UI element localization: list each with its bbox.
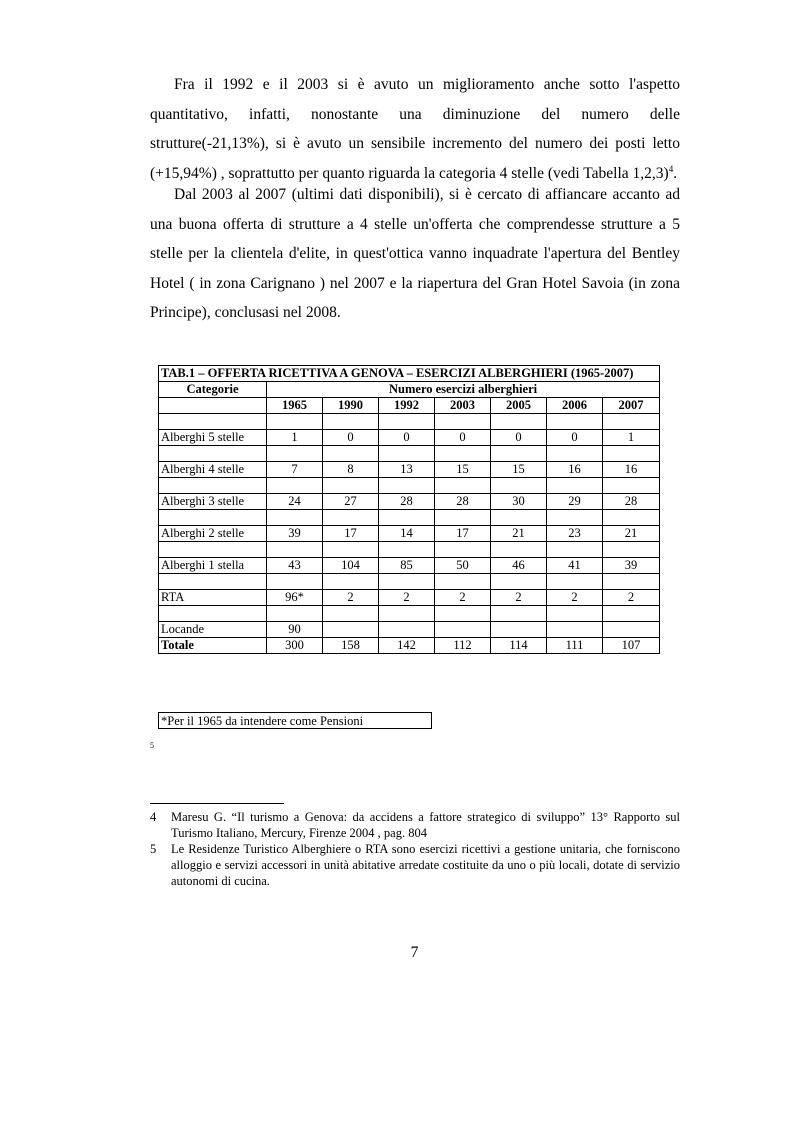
table-cell [603,622,660,638]
spacer-row [159,446,660,462]
table-cell: 0 [379,430,435,446]
table-cell: 13 [379,462,435,478]
footnote-4 [150,809,680,841]
table-cell: 30 [491,494,547,510]
empty-cell [547,478,603,494]
empty-cell [547,446,603,462]
footnote-5 [150,841,680,889]
empty-cell [491,510,547,526]
empty-cell [435,510,491,526]
year-header: 2005 [491,398,547,414]
table-cell: 23 [547,526,603,542]
spacer-row [159,542,660,558]
empty-cell [379,574,435,590]
table-cell [491,622,547,638]
table-cell: 28 [435,494,491,510]
empty-cell [491,574,547,590]
empty-cell [323,414,379,430]
empty-cell [379,414,435,430]
years-row [159,398,660,414]
empty-cell [379,510,435,526]
table-cell: 41 [547,558,603,574]
empty-cell [323,606,379,622]
empty-cell [267,510,323,526]
empty-cell [603,606,660,622]
table-cell: 90 [267,622,323,638]
year-header: 2006 [547,398,603,414]
table-cell: 16 [603,462,660,478]
table-cell: 0 [491,430,547,446]
category-label: Alberghi 4 stelle [159,462,267,478]
empty-cell [323,574,379,590]
table-cell: 111 [547,638,603,654]
spacer-row [159,606,660,622]
table-cell: 29 [547,494,603,510]
empty-cell [603,414,660,430]
table-cell: 300 [267,638,323,654]
table-cell [547,622,603,638]
empty-cell [491,414,547,430]
table-cell: 0 [323,430,379,446]
empty-cell [547,574,603,590]
table-cell: 16 [547,462,603,478]
table-cell: 27 [323,494,379,510]
page-number: 7 [410,944,419,961]
spacer-row [159,510,660,526]
table-cell: 2 [435,590,491,606]
category-label: Alberghi 2 stelle [159,526,267,542]
footnote-marker: 5 [150,741,154,750]
empty-cell [435,574,491,590]
footnote-separator [150,803,284,804]
table-cell: 50 [435,558,491,574]
empty-cell [603,478,660,494]
empty-cell [159,398,267,414]
table-cell: 104 [323,558,379,574]
table-cell: 2 [603,590,660,606]
empty-cell [323,446,379,462]
empty-cell [159,606,267,622]
table-cell: 114 [491,638,547,654]
category-label: Alberghi 3 stelle [159,494,267,510]
column-header-group: Numero esercizi alberghieri [267,382,660,398]
empty-cell [323,542,379,558]
table-cell: 15 [435,462,491,478]
empty-cell [435,478,491,494]
table-cell: 85 [379,558,435,574]
empty-cell [603,542,660,558]
table-cell: 1 [267,430,323,446]
empty-cell [267,574,323,590]
paragraph-2 [150,180,680,328]
paragraph-1-text: Fra il 1992 e il 2003 si è avuto un miglioramento anche sotto l'aspetto quantitativo, infatti, nonostante una diminuzione del numero delle strutture(-21,13%), si è avuto un sensibile incremento del numero dei posti letto (+15,94%) , soprattutto per quanto riguarda la categoria 4 stelle (vedi Tabella 1,2,3) [150,76,680,182]
table-row [159,430,660,446]
footnote-number: 4 [150,810,157,824]
empty-cell [267,446,323,462]
table-cell: 46 [491,558,547,574]
empty-cell [267,414,323,430]
year-header: 1965 [267,398,323,414]
empty-cell [159,414,267,430]
empty-cell [435,606,491,622]
empty-cell [547,510,603,526]
empty-cell [547,542,603,558]
total-row [159,638,660,654]
paragraph-2-text: Dal 2003 al 2007 (ultimi dati disponibili), si è cercato di affiancare accanto ad una buona offerta di strutture a 4 stelle un'offerta che comprendesse strutture a 5 stelle per la clientela d'elite, in quest'ottica vanno inquadrate l'apertura del Bentley Hotel ( in zona Carignano ) nel 2007 e la riapertura del Gran Hotel Savoia (in zona Principe), conclusasi nel 2008. [150,186,680,321]
table-cell: 21 [491,526,547,542]
empty-cell [491,478,547,494]
empty-cell [491,606,547,622]
empty-cell [435,446,491,462]
paragraph-1 [150,70,680,188]
empty-cell [603,510,660,526]
category-label: Alberghi 1 stella [159,558,267,574]
year-header: 2007 [603,398,660,414]
empty-cell [159,446,267,462]
spacer-row [159,414,660,430]
table-cell: 21 [603,526,660,542]
footnote-text: Le Residenze Turistico Alberghiere o RTA sono esercizi ricettivi a gestione unitaria, che forniscono alloggio e servizi accessori in unità abitative arredate costituite da uno o più locali, dotate di servizio autonomi di cucina. [171,842,680,888]
empty-cell [267,478,323,494]
table-row [159,526,660,542]
footnote-number: 5 [150,842,157,856]
empty-cell [491,446,547,462]
table-cell: 2 [547,590,603,606]
table-cell: 158 [323,638,379,654]
empty-cell [435,414,491,430]
empty-cell [159,574,267,590]
table-row [159,590,660,606]
hotel-offer-table [158,365,660,654]
table-cell: 43 [267,558,323,574]
table-cell [435,622,491,638]
paragraph-1-end: . [673,164,678,182]
table-cell: 39 [267,526,323,542]
empty-cell [379,542,435,558]
footnote-text: Maresu G. “Il turismo a Genova: da accidens a fattore strategico di sviluppo” 13° Rapporto sul Turismo Italiano, Mercury, Firenze 2004 , pag. 804 [171,810,680,840]
column-header-category: Categorie [159,382,267,398]
table-cell: 28 [603,494,660,510]
table-row [159,462,660,478]
table-cell: 142 [379,638,435,654]
empty-cell [547,414,603,430]
category-label: Alberghi 5 stelle [159,430,267,446]
table-cell: 24 [267,494,323,510]
empty-cell [435,542,491,558]
empty-cell [603,574,660,590]
table-cell: 17 [435,526,491,542]
table-cell: 7 [267,462,323,478]
table-row [159,494,660,510]
empty-cell [159,510,267,526]
empty-cell [547,606,603,622]
table-cell: 2 [379,590,435,606]
empty-cell [323,510,379,526]
table-cell: 0 [547,430,603,446]
table-cell: 1 [603,430,660,446]
year-header: 2003 [435,398,491,414]
empty-cell [379,478,435,494]
table-cell: 0 [435,430,491,446]
table-cell: 15 [491,462,547,478]
table-cell: 112 [435,638,491,654]
table-cell [379,622,435,638]
category-label: RTA [159,590,267,606]
empty-cell [323,478,379,494]
empty-cell [491,542,547,558]
table-cell: 28 [379,494,435,510]
table-cell: 96* [267,590,323,606]
table-cell: 107 [603,638,660,654]
category-label: Totale [159,638,267,654]
table-cell: 14 [379,526,435,542]
spacer-row [159,478,660,494]
empty-cell [159,542,267,558]
footnote-ref-4[interactable]: 4 [668,163,674,174]
table-note: *Per il 1965 da intendere come Pensioni [158,712,432,729]
table-cell: 17 [323,526,379,542]
empty-cell [379,606,435,622]
table-row [159,622,660,638]
empty-cell [379,446,435,462]
table-cell: 8 [323,462,379,478]
empty-cell [267,542,323,558]
category-label: Locande [159,622,267,638]
year-header: 1990 [323,398,379,414]
year-header: 1992 [379,398,435,414]
spacer-row [159,574,660,590]
table-cell [323,622,379,638]
table-cell: 2 [491,590,547,606]
table-cell: 39 [603,558,660,574]
table-title: TAB.1 – OFFERTA RICETTIVA A GENOVA – ESERCIZI ALBERGHIERI (1965-2007) [159,366,660,382]
empty-cell [267,606,323,622]
empty-cell [603,446,660,462]
table-row [159,558,660,574]
empty-cell [159,478,267,494]
table-cell: 2 [323,590,379,606]
